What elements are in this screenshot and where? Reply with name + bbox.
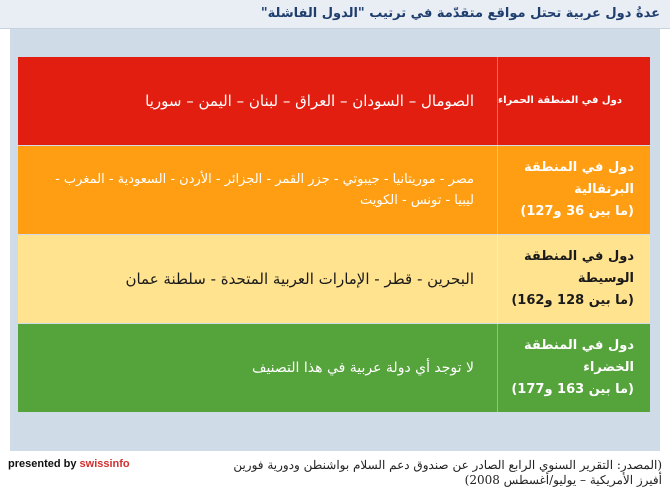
row-divider — [497, 324, 498, 412]
row-divider — [497, 235, 498, 323]
brand-prefix: presented by — [8, 458, 77, 470]
table-row-middle — [18, 235, 650, 323]
row-label — [498, 57, 650, 145]
row-countries: مصر - موريتانيا - جيبوتي - جزر القمر - الجزائر - الأردن - السعودية - المغرب - ليبيا - تونس - الكويت — [55, 172, 474, 208]
table-row-red — [18, 57, 650, 145]
source-note: (المصدر: التقرير السنوي الرابع الصادر عن صندوق دعم السلام بواشنطن ودورية فورين أفيرز الأمريكية – يوليو/أغسطس 2008) — [233, 458, 662, 487]
row-label-line: دول في المنطقة الحمراء — [498, 95, 622, 106]
row-label — [498, 324, 650, 412]
row-label — [498, 235, 650, 323]
row-label-line: دول في المنطقة الخضراء — [523, 338, 634, 375]
chart-title: عدةُ دول عربية تحتل مواقع متقدّمة في ترتيب "الدول الفاشلة" — [260, 6, 660, 21]
row-label-line: دول في المنطقة الوسيطة — [523, 249, 634, 286]
brand-credit — [8, 458, 130, 470]
row-countries: الصومال – السودان – العراق – لبنان – اليمن – سوريا — [145, 91, 474, 110]
row-divider — [497, 57, 498, 145]
row-label — [498, 146, 650, 234]
chart-panel — [10, 29, 660, 451]
header-bar — [0, 0, 670, 29]
row-label-range: (ما بين 128 و162) — [511, 293, 634, 308]
row-countries: البحرين - قطر - الإمارات العربية المتحدة - سلطنة عمان — [125, 269, 474, 288]
row-label-range: (ما بين 36 و127) — [520, 204, 634, 219]
table-row-orange — [18, 146, 650, 234]
table-row-green — [18, 324, 650, 412]
classification-table — [18, 57, 650, 411]
row-label-range: (ما بين 163 و177) — [511, 382, 634, 397]
row-countries: لا توجد أي دولة عربية في هذا التصنيف — [251, 359, 474, 376]
row-label-line: دول في المنطقة البرتقالية — [523, 160, 634, 197]
row-divider — [497, 146, 498, 234]
brand-logo-text: swissinfo — [79, 458, 130, 470]
